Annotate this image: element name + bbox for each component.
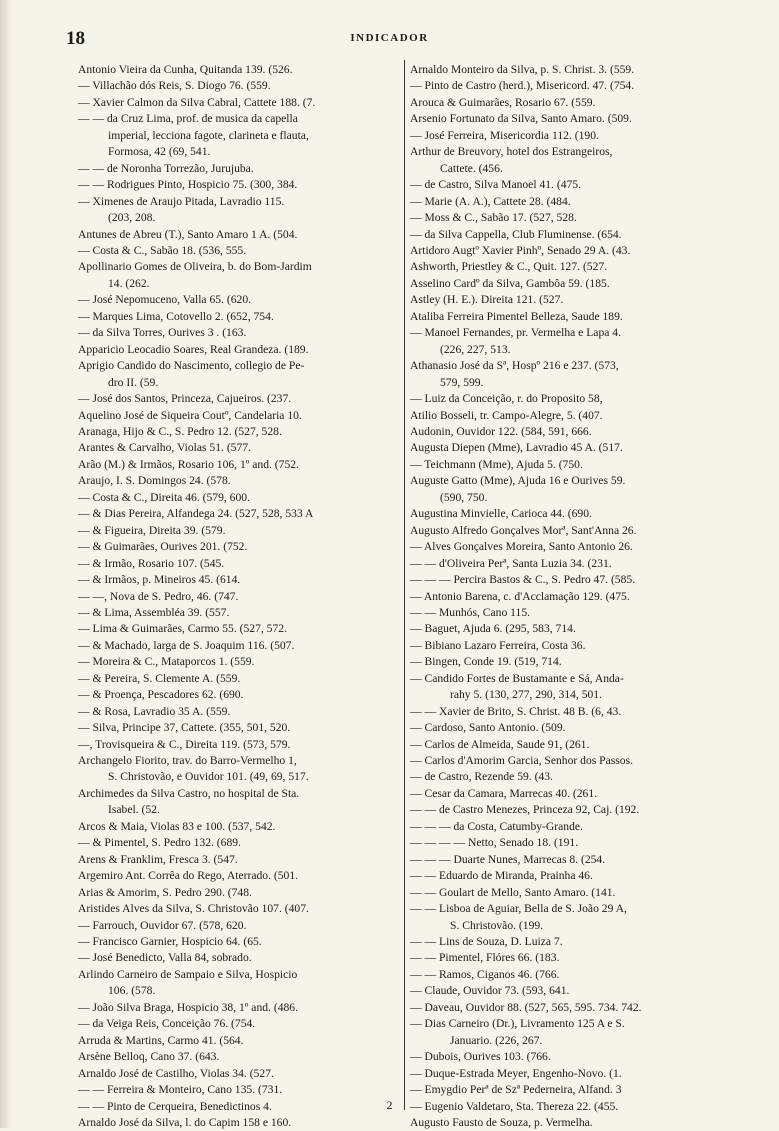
directory-entry: — Antonio Barena, c. d'Acclamação 129. (475. <box>410 589 630 603</box>
directory-entry: Argemiro Ant. Corrêa do Rego, Aterrado. (501. <box>78 869 299 883</box>
directory-entry: imperial, lecciona fagote, clarineta e flauta, <box>108 128 309 142</box>
directory-entry: — Manoel Fernandes, pr. Vermelha e Lapa 4. <box>410 326 621 340</box>
directory-entry: 14. (262. <box>108 276 150 290</box>
directory-entry: Athanasio José da Sª, Hospº 216 e 237. (573, <box>410 359 619 373</box>
directory-entry: — Costa & C., Sabão 18. (536, 555. <box>78 243 247 257</box>
directory-entry: — Teichmann (Mme), Ajuda 5. (750. <box>410 457 583 471</box>
directory-entry: — Carlos d'Amorim Garcia, Senhor dos Passos. <box>410 754 633 768</box>
directory-entry: Januario. (226, 267. <box>450 1033 543 1047</box>
directory-entry: — Cardoso, Santo Antonio. (509. <box>410 721 566 735</box>
directory-entry: dro II. (59. <box>108 375 159 389</box>
directory-entry: — Alves Gonçalves Moreira, Santo Antonio 26. <box>410 540 633 554</box>
directory-entry: Atilio Bosseli, tr. Campo-Alegre, 5. (407. <box>410 408 603 422</box>
directory-entry: — — — Percira Bastos & C., S. Pedro 47. (585. <box>410 573 636 587</box>
directory-entry: — José Ferreira, Misericordia 112. (190. <box>410 128 599 142</box>
directory-entry: — — de Castro Menezes, Princeza 92, Caj. (192. <box>410 803 640 817</box>
directory-entry: — Marques Lima, Cotovello 2. (652, 754. <box>78 309 274 323</box>
directory-entry: S. Christovão. (199. <box>450 918 544 932</box>
directory-entry: Ashworth, Priestley & C., Quit. 127. (527. <box>410 260 608 274</box>
directory-entry: — Candido Fortes de Bustamante e Sá, Anda- <box>410 671 624 685</box>
directory-entry: Apparicio Leocadio Soares, Real Grandeza. (189. <box>78 342 309 356</box>
footer-mark: 2 <box>386 1098 393 1112</box>
directory-entry: — Moreira & C., Mataporcos 1. (559. <box>78 655 255 669</box>
directory-entry: — da Veiga Reis, Conceição 76. (754. <box>78 1017 256 1031</box>
directory-entry: — — Lisboa de Aguiar, Bella de S. João 29 A, <box>410 902 627 916</box>
directory-entry: — Farrouch, Ouvidor 67. (578, 620. <box>78 918 247 932</box>
directory-entry: Arruda & Martins, Carmo 41. (564. <box>78 1033 244 1047</box>
directory-entry: (203, 208. <box>108 211 156 225</box>
directory-entry: — & Lima, Assembléa 39. (557. <box>78 605 230 619</box>
directory-entry: — Francisco Garnier, Hospicio 64. (65. <box>78 935 262 949</box>
directory-entry: — & Pimentel, S. Pedro 132. (689. <box>78 836 241 850</box>
column-divider <box>404 60 405 1110</box>
directory-entry: —, Trovisqueira & C., Direita 119. (573, 579. <box>78 737 291 751</box>
page-binding-edge <box>0 0 12 1128</box>
directory-entry: — Dubois, Ourives 103. (766. <box>410 1050 551 1064</box>
directory-entry: — Duque-Estrada Meyer, Engenho-Novo. (1. <box>410 1066 622 1080</box>
directory-entry: (590, 750. <box>440 490 488 504</box>
directory-entry: — — de Noronha Torrezão, Jurujuba. <box>78 161 254 175</box>
page-number: 18 <box>66 28 85 49</box>
directory-entry: — — Munhós, Cano 115. <box>410 605 531 619</box>
directory-entry: — — — — Netto, Senado 18. (191. <box>410 836 579 850</box>
directory-entry: — José Benedicto, Valla 84, sobrado. <box>78 951 252 965</box>
directory-entry: Arão (M.) & Irmãos, Rosario 106, 1º and. (752. <box>78 457 299 471</box>
directory-entry: — Villachão dós Reis, S. Diogo 76. (559. <box>78 79 271 93</box>
directory-entry: Arnaldo José da Silva, l. do Capim 158 e 160. <box>78 1116 292 1129</box>
directory-entry: Arthur de Breuvory, hotel dos Estrangeiros, <box>410 145 613 159</box>
directory-entry: — — Eduardo de Miranda, Prainha 46. <box>410 869 593 883</box>
directory-entry: — Pinto de Castro (herd.), Misericord. 47. (754. <box>410 79 635 93</box>
directory-entry: — — — da Costa, Catumby-Grande. <box>410 819 583 833</box>
directory-entry: — — Pimentel, Flóres 66. (183. <box>410 951 560 965</box>
directory-entry: (226, 227, 513. <box>440 342 511 356</box>
directory-entry: — Xavier Calmon da Silva Cabral, Cattete 188. (7. <box>78 95 316 109</box>
directory-entry: — Bingen, Conde 19. (519, 714. <box>410 655 562 669</box>
directory-entry: Augusto Fausto de Souza, p. Vermelha. <box>410 1116 593 1129</box>
directory-entry: Audonin, Ouvidor 122. (584, 591, 666. <box>410 424 592 438</box>
directory-entry: Aranaga, Hijo & C., S. Pedro 12. (527, 528. <box>78 424 282 438</box>
directory-entry: Auguste Gatto (Mme), Ajuda 16 e Ourives 59. <box>410 474 626 488</box>
directory-entry: — & Figueira, Direita 39. (579. <box>78 523 226 537</box>
directory-entry: — Costa & C., Direita 46. (579, 600. <box>78 490 250 504</box>
directory-entry: — & Machado, larga de S. Joaquim 116. (507. <box>78 638 295 652</box>
directory-entry: — —, Nova de S. Pedro, 46. (747. <box>78 589 239 603</box>
directory-entry: — Moss & C., Sabão 17. (527, 528. <box>410 211 577 225</box>
directory-entry: rahy 5. (130, 277, 290, 314, 501. <box>450 688 602 702</box>
directory-entry: Astley (H. E.). Direita 121. (527. <box>410 293 564 307</box>
directory-entry: — & Irmãos, p. Mineiros 45. (614. <box>78 573 241 587</box>
directory-entry: — — Goulart de Mello, Santo Amaro. (141. <box>410 885 616 899</box>
left-column <box>78 62 400 1129</box>
directory-entry: Arias & Amorim, S. Pedro 290. (748. <box>78 885 252 899</box>
directory-entry: — Claude, Ouvidor 73. (593, 641. <box>410 984 570 998</box>
directory-entry: Formosa, 42 (69, 541. <box>108 145 211 159</box>
directory-entry: Ataliba Ferreira Pimentel Belleza, Saude 189. <box>410 309 623 323</box>
directory-entry: — — Lins de Souza, D. Luiza 7. <box>410 935 563 949</box>
right-column <box>410 62 764 1129</box>
directory-entry: — de Castro, Silva Manoel 41. (475. <box>410 178 581 192</box>
directory-entry: — Baguet, Ajuda 6. (295, 583, 714. <box>410 622 576 636</box>
directory-entry: — & Proença, Pescadores 62. (690. <box>78 688 244 702</box>
directory-entry: — Carlos de Almeida, Saude 91, (261. <box>410 737 590 751</box>
directory-entry: — — Ramos, Ciganos 46. (766. <box>410 967 560 981</box>
directory-entry: 579, 599. <box>440 375 484 389</box>
directory-entry: — da Silva Cappella, Club Fluminense. (654. <box>410 227 622 241</box>
directory-entry: — — Pinto de Cerqueira, Benedictinos 4. <box>78 1099 272 1113</box>
directory-entry: Araujo, I. S. Domingos 24. (578. <box>78 474 231 488</box>
directory-entry: Augusta Diepen (Mme), Lavradio 45 A. (517. <box>410 441 623 455</box>
directory-entry: — & Irmão, Rosario 107. (545. <box>78 556 225 570</box>
directory-entry: — Bibiano Lazaro Ferreira, Costa 36. <box>410 638 586 652</box>
directory-entry: — — Rodrigues Pinto, Hospicio 75. (300, 384. <box>78 178 298 192</box>
directory-entry: Arsenio Fortunato da Silva, Santo Amaro. (509. <box>410 112 632 126</box>
directory-entry: — & Pereira, S. Clemente A. (559. <box>78 671 241 685</box>
directory-entry: — Dias Carneiro (Dr.), Livramento 125 A e S. <box>410 1017 625 1031</box>
directory-entry: — da Silva Torres, Ourives 3 . (163. <box>78 326 247 340</box>
directory-entry: Antonio Vieira da Cunha, Quitanda 139. (526. <box>78 63 293 76</box>
directory-entry: Apollinario Gomes de Oliveira, b. do Bom-Jardim <box>78 260 312 274</box>
directory-entry: — — — Duarte Nunes, Marrecas 8. (254. <box>410 852 606 866</box>
directory-entry: — Marie (A. A.), Cattete 28. (484. <box>410 194 571 208</box>
directory-entry: — — da Cruz Lima, prof. de musica da capella <box>78 112 298 126</box>
directory-entry: — & Rosa, Lavradio 35 A. (559. <box>78 704 231 718</box>
directory-entry: Arens & Franklim, Fresca 3. (547. <box>78 852 238 866</box>
directory-entry: Archimedes da Silva Castro, no hospital de Sta. <box>78 786 300 800</box>
directory-entry: Artidoro Augtº Xavier Pinhº, Senado 29 A. (43. <box>410 243 631 257</box>
directory-entry: Aprigio Candido do Nascimento, collegio de Pe- <box>78 359 305 373</box>
directory-entry: — — d'Oliveira Perª, Santa Luzia 34. (231. <box>410 556 612 570</box>
directory-entry: — Luiz da Conceição, r. do Proposito 58, <box>410 392 603 406</box>
directory-entry: Aristides Alves da Silva, S. Christovão 107. (407. <box>78 902 309 916</box>
directory-entry: — Emygdio Perª de Szª Pederneira, Alfand. 3 <box>410 1083 622 1097</box>
directory-entry: Arnaldo José de Castilho, Violas 34. (527. <box>78 1066 274 1080</box>
directory-entry: Isabel. (52. <box>108 803 160 817</box>
directory-entry: — José dos Santos, Princeza, Cajueiros. (237. <box>78 392 292 406</box>
directory-entry: Cattete. (456. <box>440 161 503 175</box>
directory-entry: — Silva, Principe 37, Cattete. (355, 501, 520. <box>78 721 291 735</box>
directory-entry: — & Dias Pereira, Alfandega 24. (527, 528, 533 A <box>78 507 314 521</box>
directory-entry: — Ximenes de Araujo Pitada, Lavradio 115. <box>78 194 285 208</box>
directory-entry: — & Guimarães, Ourives 201. (752. <box>78 540 248 554</box>
page-title: INDICADOR <box>350 32 429 44</box>
directory-entry: Archangelo Fiorito, trav. do Barro-Vermelho 1, <box>78 754 297 768</box>
directory-entry: Arnaldo Monteiro da Silva, p. S. Christ. 3. (559. <box>410 63 635 76</box>
directory-entry: — — Xavier de Brito, S. Christ. 48 B. (6, 43. <box>410 704 622 718</box>
directory-entry: — de Castro, Rezende 59. (43. <box>410 770 553 784</box>
directory-entry: Asselino Cardº da Silva, Gambôa 59. (185. <box>410 276 610 290</box>
directory-entry: 106. (578. <box>108 984 156 998</box>
directory-entry: Arcos & Maia, Violas 83 e 100. (537, 542. <box>78 819 276 833</box>
directory-entry: Aquelino José de Siqueira Coutº, Candelaria 10. <box>78 408 302 422</box>
directory-entry: Arsène Belloq, Cano 37. (643. <box>78 1050 220 1064</box>
directory-entry: Arantes & Carvalho, Violas 51. (577. <box>78 441 251 455</box>
directory-entry: Antunes de Abreu (T.), Santo Amaro 1 A. (504. <box>78 227 298 241</box>
directory-entry: — Daveau, Ouvidor 88. (527, 565, 595. 734. 742. <box>410 1000 642 1014</box>
directory-entry: — Lima & Guimarães, Carmo 55. (527, 572. <box>78 622 287 636</box>
directory-entry: Arlindo Carneiro de Sampaio e Silva, Hospicio <box>78 967 298 981</box>
directory-entry: — Cesar da Camara, Marrecas 40. (261. <box>410 786 598 800</box>
directory-entry: Augustina Minvielle, Carioca 44. (690. <box>410 507 592 521</box>
directory-entry: Arouca & Guimarães, Rosario 67. (559. <box>410 95 596 109</box>
directory-entry: — Eugenio Valdetaro, Sta. Thereza 22. (455. <box>410 1099 619 1113</box>
directory-entry: — José Nepomuceno, Valla 65. (620. <box>78 293 252 307</box>
directory-entry: Augusto Alfredo Gonçalves Morª, Sant'Anna 26. <box>410 523 637 537</box>
directory-entry: — — Ferreira & Monteiro, Cano 135. (731. <box>78 1083 283 1097</box>
directory-entry: — João Silva Braga, Hospicio 38, 1º and. (486. <box>78 1000 298 1014</box>
directory-entry: S. Christovão, e Ouvidor 101. (49, 69, 517. <box>108 770 309 784</box>
